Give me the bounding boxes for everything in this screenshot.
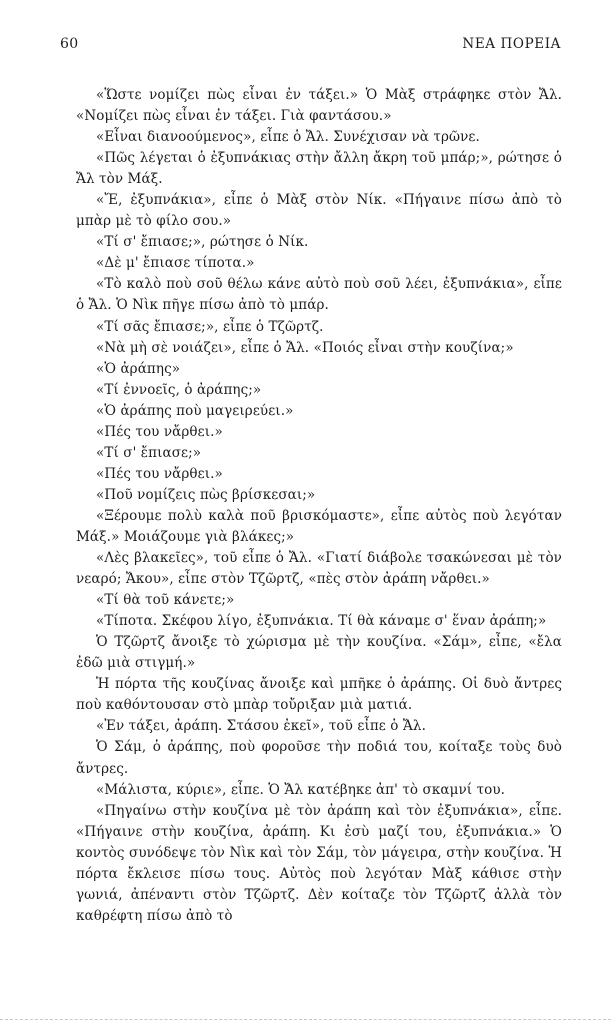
paragraph: «Τί σ' ἔπιασε;», ρώτησε ὁ Νίκ.	[96, 234, 309, 251]
paragraph: «Νὰ μὴ σὲ νοιάζει», εἶπε ὁ Ἄλ. «Ποιός εἶναι στὴν κουζίνα;»	[96, 339, 514, 356]
paragraph: «Πές του νἄρθει.»	[96, 465, 223, 482]
paragraph: «Λὲς βλακεῖες», τοῦ εἶπε ὁ Ἄλ. «Γιατί διάβολε τσακώνεσαι μὲ τὸν νεαρό; Ἄκου», εἶπε στὸν Τζῶρτζ, «πὲς στὸν ἀράπη νἄρθει.»	[76, 550, 562, 588]
paragraph: «Πηγαίνω στὴν κουζίνα μὲ τὸν ἀράπη καὶ τὸν ἐξυπνάκια», εἶπε. «Πήγαινε στὴν κουζίνα, ἀράπη. Κι ἐσὺ μαζί του, ἐξυπνάκια.» Ὁ κοντὸς συνόδεψε τὸν Νὶκ καὶ τὸν Σάμ, τὸν μάγειρα, στὴν κουζίνα. Ἡ πόρτα ἔκλεισε πίσω τους. Αὐτὸς ποὺ λεγόταν Μὰξ κάθισε στὴν γωνιά, ἀπέναντι στὸν Τζῶρτζ. Δὲν κοίταζε τὸν Τζῶρτζ ἀλλὰ τὸν καθρέφτη πίσω ἀπὸ τὸ	[76, 802, 562, 924]
paragraph: Ὁ Τζῶρτζ ἄνοιξε τὸ χώρισμα μὲ τὴν κουζίνα. «Σάμ», εἶπε, «ἔλα ἐδῶ μιὰ στιγμή.»	[76, 634, 562, 672]
paragraph: «Τί ἐννοεῖς, ὁ ἀράπης;»	[96, 381, 262, 398]
paragraph: «Τί σᾶς ἔπιασε;», εἶπε ὁ Τζῶρτζ.	[96, 318, 324, 335]
paragraph: «Ὁ ἀράπης ποὺ μαγειρεύει.»	[96, 402, 294, 419]
paragraph: «Ὁ ἀράπης»	[96, 360, 181, 377]
running-head: ΝΕΑ ΠΟΡΕΙΑ	[462, 36, 561, 52]
paragraph: «Ξέρουμε πολὺ καλὰ ποῦ βρισκόμαστε», εἶπε αὐτὸς ποὺ λεγόταν Μάξ.» Μοιάζουμε γιὰ βλάκες;»	[76, 507, 562, 545]
page-header	[60, 36, 561, 56]
paragraph: Ἡ πόρτα τῆς κουζίνας ἄνοιξε καὶ μπῆκε ὁ ἀράπης. Οἱ δυὸ ἄντρες ποὺ καθόντουσαν στὸ μπὰρ τοὔριξαν μιὰ ματιά.	[76, 676, 562, 714]
paragraph: «Ὥστε νομίζει πὼς εἶναι ἐν τάξει.» Ὁ Μὰξ στράφηκε στὸν Ἄλ. «Νομίζει πὼς εἶναι ἐν τάξει. Γιὰ φαντάσου.»	[76, 87, 562, 125]
paragraph: Ὁ Σάμ, ὁ ἀράπης, ποὺ φοροῦσε τὴν ποδιά του, κοίταξε τοὺς δυὸ ἄντρες.	[76, 739, 562, 777]
paragraph: «Ἔ, ἐξυπνάκια», εἶπε ὁ Μὰξ στὸν Νίκ. «Πήγαινε πίσω ἀπὸ τὸ μπὰρ μὲ τὸ φίλο σου.»	[76, 192, 562, 230]
paragraph: «Ἐν τάξει, ἀράπη. Στάσου ἐκεῖ», τοῦ εἶπε ὁ Ἄλ.	[96, 718, 426, 735]
paragraph: «Τί σ' ἔπιασε;»	[96, 444, 202, 461]
paragraph: «Δὲ μ' ἔπιασε τίποτα.»	[96, 255, 255, 272]
paragraph: «Μάλιστα, κύριε», εἶπε. Ὁ Ἄλ κατέβηκε ἀπ' τὸ σκαμνί του.	[96, 781, 506, 798]
paragraph: «Πές του νἄρθει.»	[96, 423, 223, 440]
paragraph: «Ποῦ νομίζεις πὼς βρίσκεσαι;»	[96, 486, 316, 503]
paragraph: «Τὸ καλὸ ποὺ σοῦ θέλω κάνε αὐτὸ ποὺ σοῦ λέει, ἐξυπνάκια», εἶπε ὁ Ἄλ. Ὁ Νὶκ πῆγε πίσω ἀπὸ τὸ μπάρ.	[76, 276, 562, 314]
paragraph: «Πῶς λέγεται ὁ ἐξυπνάκιας στὴν ἄλλη ἄκρη τοῦ μπάρ;», ρώτησε ὁ Ἄλ τὸν Μάξ.	[76, 150, 562, 188]
page-number: 60	[60, 36, 79, 52]
paragraph: «Τίποτα. Σκέφου λίγο, ἐξυπνάκια. Τί θὰ κάναμε σ' ἕναν ἀράπη;»	[96, 613, 547, 630]
paragraph: «Εἶναι διανοούμενος», εἶπε ὁ Ἄλ. Συνέχισαν νὰ τρῶνε.	[96, 129, 480, 146]
body-text	[76, 85, 562, 927]
scan-crop-line	[0, 1019, 611, 1020]
paragraph: «Τί θὰ τοῦ κάνετε;»	[96, 592, 235, 609]
